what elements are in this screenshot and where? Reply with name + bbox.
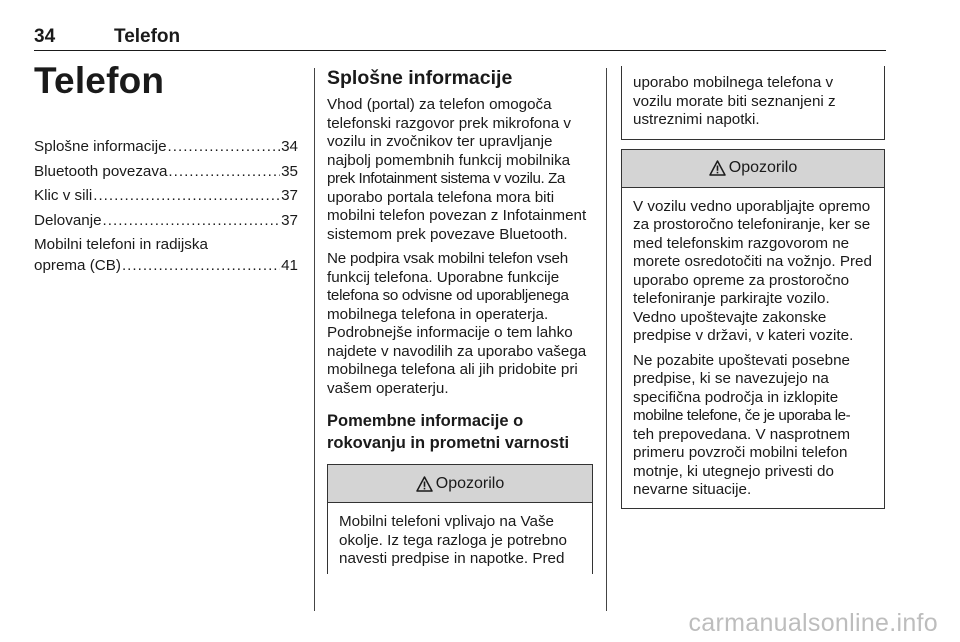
toc-entry[interactable] <box>34 234 298 276</box>
warning-icon <box>416 476 433 492</box>
toc-leader-dots <box>168 136 281 157</box>
toc-entry-page: 41 <box>281 257 298 274</box>
paragraph-text: uporabo portala telefona mora biti mobilni telefon povezan z Infotainment sistemom prek povezave Bluetooth. <box>327 188 587 243</box>
main-column <box>327 66 593 574</box>
toc-entry-title: oprema (CB) <box>34 257 121 274</box>
paragraph-text: Ne podpira vsak mobilni telefon vseh <box>327 250 568 267</box>
paragraph-text: prek Infotainment sistema v vozilu. Za <box>327 170 565 187</box>
toc-leader-dots <box>93 185 280 206</box>
warning-body <box>622 188 884 508</box>
toc-entry-title: Klic v sili <box>34 187 93 204</box>
page-header <box>34 22 886 51</box>
toc-entry-page: 37 <box>281 187 298 204</box>
paragraph-text: mobilnega telefona in operaterja. Podrobnejše informacije o tem lahko najdete v navodilih za uporabo vašega mobilnega telefona ali jih pridobite pri vašem operaterju. <box>327 305 587 397</box>
warning-header <box>622 149 884 188</box>
warning-box <box>327 464 593 574</box>
column-divider <box>606 68 607 611</box>
warning-text <box>633 352 874 500</box>
chapter-title: Telefon <box>114 26 181 47</box>
warning-icon <box>709 160 726 176</box>
warning-text: V vozilu vedno uporabljajte opremo za prostoročno telefoniranje, ker se med telefonskim razgovorom ne morete osredotočiti na vožnjo. Pred uporabo opreme za prostoročno telefoniranje parkirajte vozilo. Vedno upoštevajte zakonske predpise v državi, v kateri vozite. <box>633 197 872 344</box>
toc-entry-title: Delovanje <box>34 211 102 229</box>
body-paragraph <box>327 250 593 398</box>
toc-entry-title: Bluetooth povezava <box>34 162 168 180</box>
toc-leader-dots <box>103 210 281 231</box>
warning-label: Opozorilo <box>435 474 505 492</box>
paragraph-text: funkcij telefona. Uporabne funkcije <box>327 268 560 286</box>
body-paragraph <box>327 96 593 244</box>
paragraph-text: mobilne telefone, če je uporaba le- <box>633 407 851 424</box>
toc-leader-dots <box>168 161 280 182</box>
toc-entry[interactable] <box>34 161 298 182</box>
warning-label: Opozorilo <box>728 159 798 176</box>
continuation-text: uporabo mobilnega telefona v vozilu morate biti seznanjeni z ustreznimi napotki. <box>633 74 836 128</box>
column-divider <box>314 68 315 611</box>
section-subheading: Pomembne informacije o rokovanju in prometni varnosti <box>327 412 570 452</box>
page-number: 34 <box>34 26 56 47</box>
toc-entry[interactable] <box>34 210 298 231</box>
toc-entry-title-line1: Mobilni telefoni in radijska <box>34 236 208 253</box>
watermark: carmanualsonline.info <box>688 609 938 637</box>
warning-header <box>328 464 592 503</box>
paragraph-text: Ne pozabite upoštevati posebne predpise, ki se navezujejo na specifična področja in izklopite <box>633 351 851 406</box>
warning-box <box>621 149 885 509</box>
toc-entry-page: 37 <box>281 211 298 229</box>
paragraph-text: teh prepovedana. V nasprotnem primeru povzroči mobilni telefon motnje, ki utegnejo privesti do nevarne situacije. <box>633 425 850 498</box>
toc-entry[interactable] <box>34 185 298 206</box>
toc-leader-dots <box>122 255 280 276</box>
toc-column <box>34 56 298 280</box>
paragraph-text: telefona so odvisne od uporabljenega <box>327 287 569 304</box>
right-column <box>621 66 885 509</box>
paragraph-text: Vhod (portal) za telefon omogoča telefonski razgovor prek mikrofona v vozilu in zvočnikov ter upravljanje najbolj pomembnih funkcij mobilnika <box>327 96 571 169</box>
warning-text: Mobilni telefoni vplivajo na Vaše okolje. Iz tega razloga je potrebno navesti predpise in napotke. Pred <box>339 513 567 567</box>
toc-entry[interactable] <box>34 136 298 157</box>
toc-entry-title: Splošne informacije <box>34 138 167 155</box>
warning-box-continuation <box>621 66 885 140</box>
section-heading: Splošne informacije <box>327 67 513 89</box>
toc-entry-page: 34 <box>281 138 298 155</box>
page-title: Telefon <box>34 60 165 101</box>
toc-entry-page: 35 <box>281 162 298 180</box>
